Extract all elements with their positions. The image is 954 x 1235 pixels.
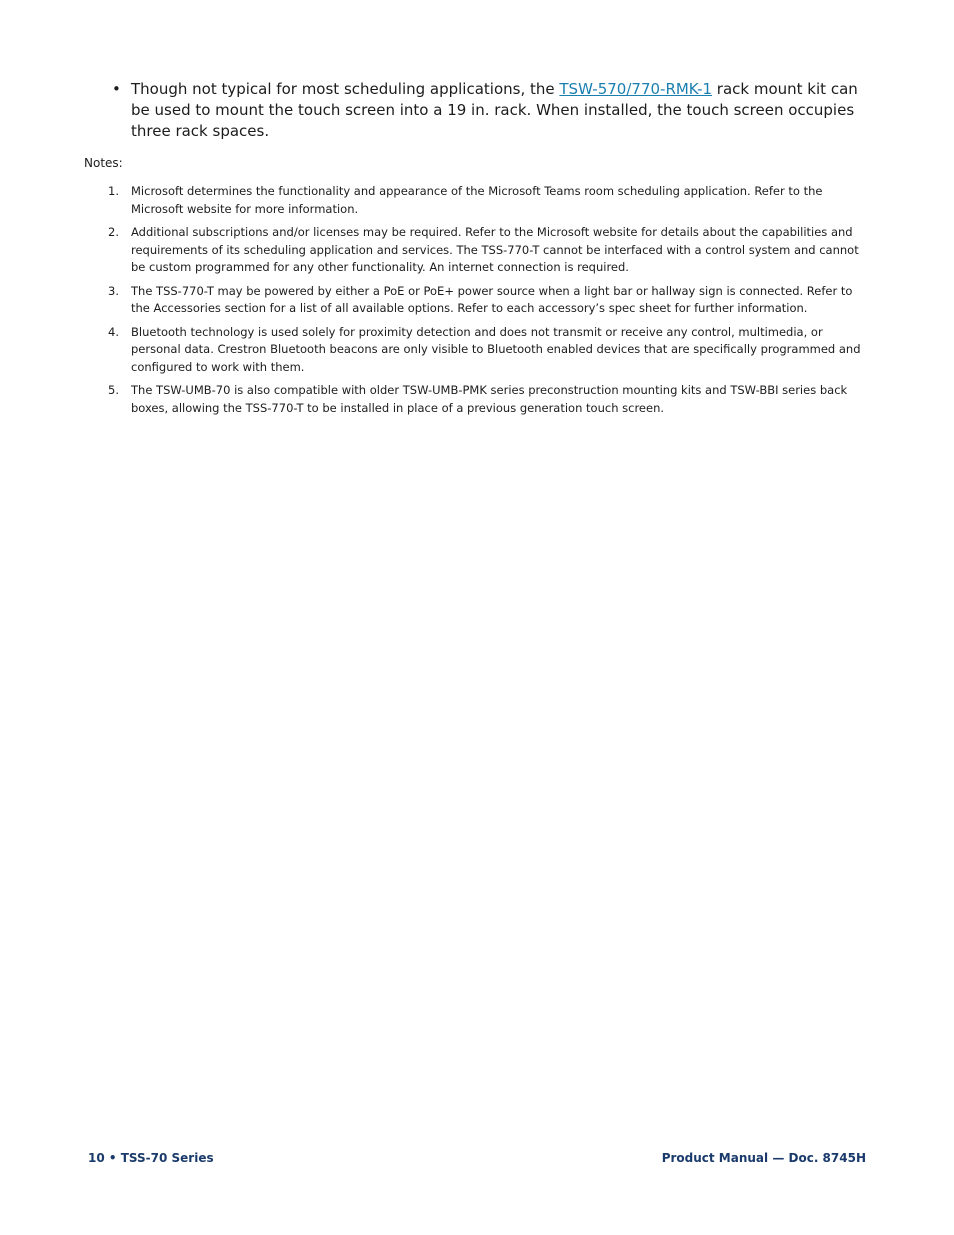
note-item <box>84 382 874 417</box>
note-item <box>84 324 874 377</box>
bullet-paragraph <box>112 79 872 142</box>
note-number: 3. <box>108 283 119 298</box>
note-text: Bluetooth technology is used solely for proximity detection and does not transmit or receive any control, multimedia, or personal data. Crestron Bluetooth beacons are only visible to Bluetooth enabled devices that are specifically programmed and configured to work with them. <box>131 324 861 374</box>
note-number: 4. <box>108 324 119 339</box>
footer-doc-title: Product Manual — Doc. 8745H <box>661 1151 866 1165</box>
notes-label: Notes: <box>84 156 123 170</box>
footer-page-series: 10 • TSS-70 Series <box>88 1151 214 1165</box>
note-item <box>84 283 874 318</box>
note-number: 2. <box>108 225 119 239</box>
note-text: Microsoft determines the functionality and appearance of the Microsoft Teams room scheduling application. Refer to the Microsoft website for more information. <box>131 184 823 216</box>
bullet-text-after: rack mount kit can be used to mount the touch screen into a 19 in. rack. When installed, the touch screen occupies three rack spaces. <box>131 80 858 140</box>
bullet-marker: • <box>112 80 121 98</box>
note-item <box>84 224 874 277</box>
rack-mount-kit-link[interactable]: TSW-570/770-RMK-1 <box>559 80 713 98</box>
notes-list <box>84 183 874 423</box>
note-number: 5. <box>108 383 119 397</box>
bullet-text <box>131 79 872 142</box>
bullet-text-before: Though not typical for most scheduling applications, the <box>131 80 560 98</box>
note-text: The TSS-770-T may be powered by either a PoE or PoE+ power source when a light bar or hallway sign is connected. Refer to the Accessories section for a list of all available options. Refer to each accessory’s spec sheet for further information. <box>131 283 853 315</box>
note-number: 1. <box>108 184 119 198</box>
note-text: Additional subscriptions and/or licenses may be required. Refer to the Microsoft website for details about the capabilities and requirements of its scheduling application and services. The TSS-770-T cannot be interfaced with a control system and cannot be custom programmed for any other functionality. An internet connection is required. <box>131 225 859 274</box>
note-text: The TSW-UMB-70 is also compatible with older TSW-UMB-PMK series preconstruction mounting kits and TSW-BBI series back boxes, allowing the TSS-770-T to be installed in place of a previous generation touch screen. <box>131 383 848 415</box>
note-item <box>84 183 874 218</box>
